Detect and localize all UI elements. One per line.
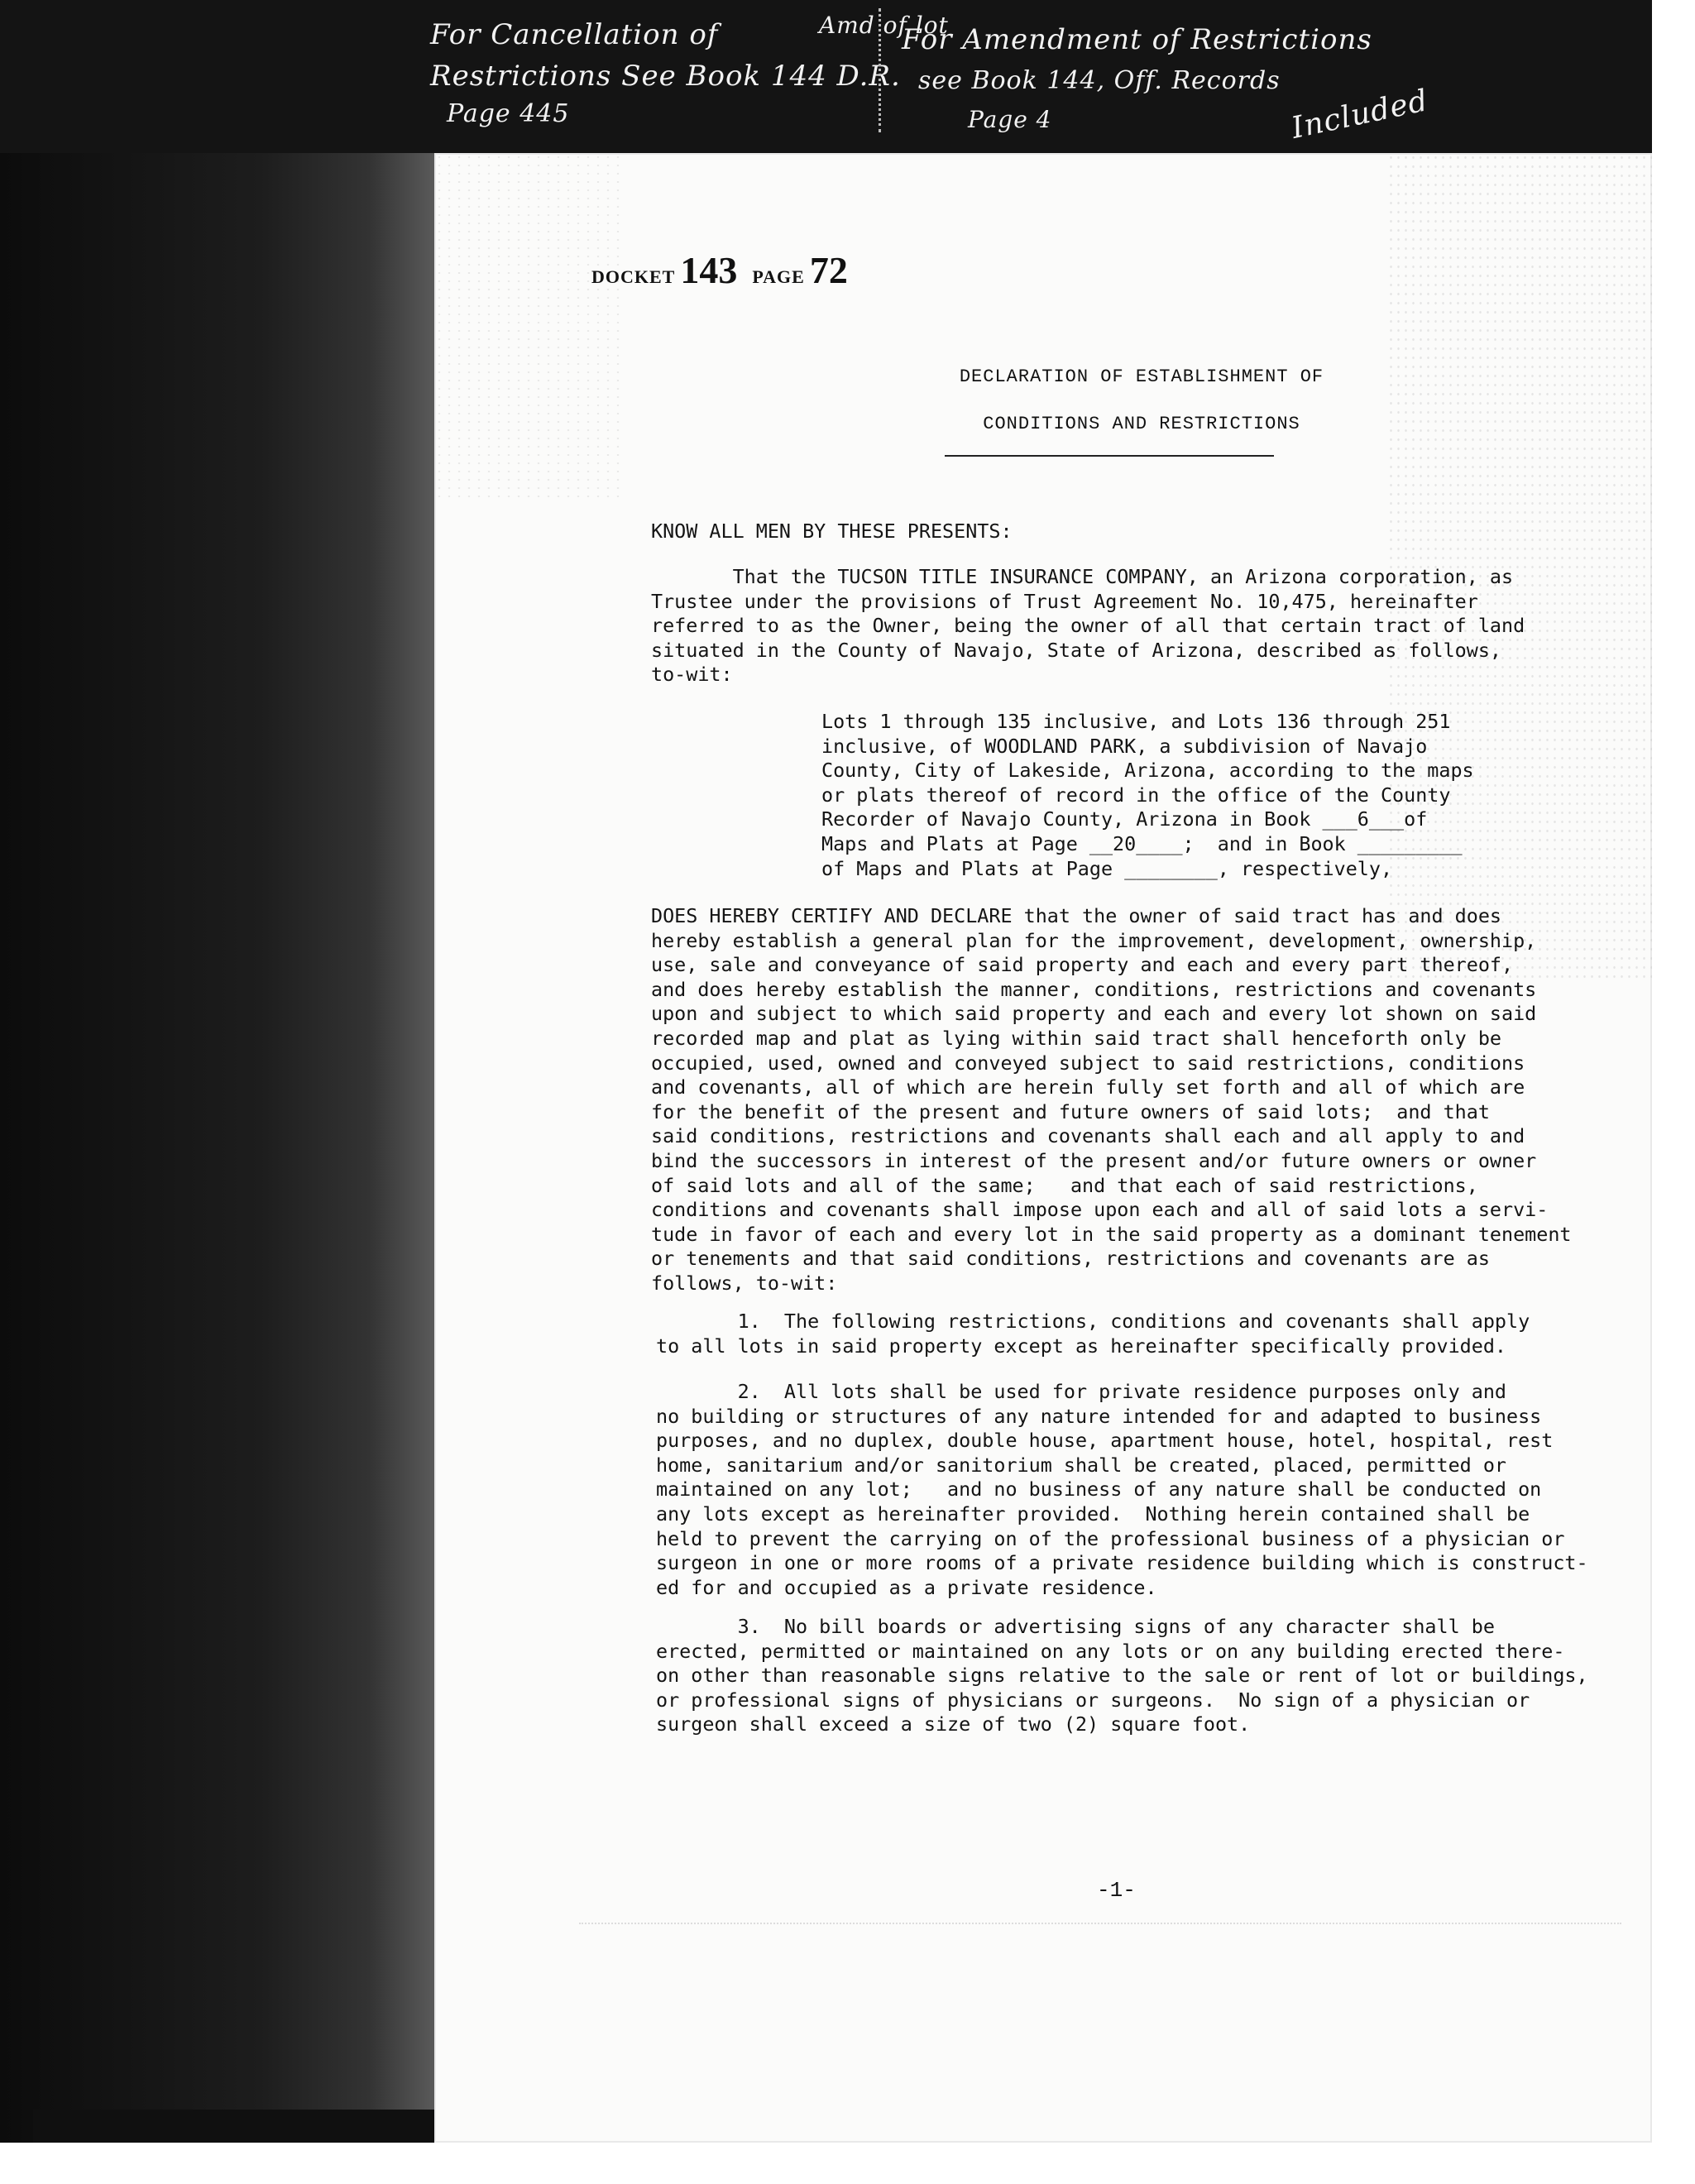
docket-page-label: PAGE bbox=[752, 266, 805, 287]
scan-noise-left bbox=[434, 153, 625, 500]
handwritten-amendment-line-3: Page 4 bbox=[968, 106, 1052, 133]
docket-stamp bbox=[591, 248, 863, 292]
handwritten-amendment-line-2: see Book 144, Off. Records bbox=[918, 66, 1281, 95]
docket-number: 143 bbox=[680, 249, 738, 291]
scan-border-bottom bbox=[0, 2143, 1695, 2184]
handwritten-cancellation-line-2: Restrictions See Book 144 D.R. bbox=[430, 60, 901, 93]
scan-border-right bbox=[1652, 0, 1695, 2184]
handwritten-cancellation-line-1: For Cancellation of bbox=[430, 18, 719, 51]
handwritten-amendment-line-1: For Amendment of Restrictions bbox=[902, 23, 1372, 56]
title-underline bbox=[945, 455, 1274, 457]
handwritten-included-note: Included bbox=[1288, 84, 1432, 146]
scan-border-left bbox=[0, 0, 434, 2184]
legal-description: Lots 1 through 135 inclusive, and Lots 136 through 251 inclusive, of WOODLAND PARK, a subdivision of Navajo County, City of Lakeside, Arizona, according to the maps or plats thereof of record in the office of the County Recorder of Navajo County, Arizona in Book ___6___of Maps and Plats at Page __20____; and in Book _________ of Maps and Plats at Page ________, respectively, bbox=[821, 710, 1474, 880]
document-title-line-1: DECLARATION OF ESTABLISHMENT OF bbox=[959, 366, 1324, 387]
docket-page-number: 72 bbox=[809, 249, 848, 291]
handwritten-mid-mark: Amd of lot bbox=[819, 12, 949, 39]
document-title-line-2: CONDITIONS AND RESTRICTIONS bbox=[983, 414, 1300, 434]
declaration-paragraph: DOES HEREBY CERTIFY AND DECLARE that the owner of said tract has and does hereby establish a general plan for the improvement, development, ownership, use, sale and conveyance of said property and each and every part thereof, and does hereby establish the manner, conditions, restrictions and covenants upon and subject to which said property and each and every lot shown on said recorded map and plat as lying within said tract shall henceforth only be occupied, used, owned and conveyed subject to said restrictions, conditions and covenants, all of which are herein fully set forth and all of which are for the benefit of the present and future owners of said lots; and that said conditions, restrictions and covenants shall each and all apply to and bind the successors in interest of the present and/or future owners or owner of said lots and all of the same; and that each of said restrictions, conditions and covenants shall impose upon each and all of said lots a servi- tude in favor of each and every lot in the said property as a dominant tenement or tenements and that said conditions, restrictions and covenants are as follows, to-wit: bbox=[651, 904, 1572, 1295]
restriction-item-1: 1. The following restrictions, conditions and covenants shall apply to all lots in said property except as hereinafter specifically provided. bbox=[656, 1310, 1530, 1358]
docket-label: DOCKET bbox=[591, 266, 676, 287]
intro-paragraph: That the TUCSON TITLE INSURANCE COMPANY, an Arizona corporation, as Trustee under the provisions of Trust Agreement No. 10,475, hereinafter referred to as the Owner, being the owner of all that certain tract of land situated in the County of Navajo, State of Arizona, described as follows, to-wit: bbox=[651, 565, 1525, 687]
restriction-item-3: 3. No bill boards or advertising signs of any character shall be erected, permitted or maintained on any lots or on any building erected there- on other than reasonable signs relative to the sale or rent of lot or buildings, or professional signs of physicians or surgeons. No sign of a physician or surgeon shall exceed a size of two (2) square foot. bbox=[656, 1615, 1588, 1736]
scan-artifact-line bbox=[579, 1923, 1621, 1924]
handwritten-cancellation-line-3: Page 445 bbox=[447, 99, 570, 128]
scan-border-bottom-left bbox=[33, 2110, 434, 2143]
handwritten-divider bbox=[879, 8, 883, 132]
page-number: -1- bbox=[1097, 1878, 1136, 1903]
salutation: KNOW ALL MEN BY THESE PRESENTS: bbox=[651, 520, 1013, 543]
restriction-item-2: 2. All lots shall be used for private residence purposes only and no building or structures of any nature intended for and adapted to business purposes, and no duplex, double house, apartment house, hotel, hospital, rest home, sanitarium and/or sanitorium shall be created, placed, permitted or maintained on any lot; and no business of any nature shall be conducted on any lots except as hereinafter provided. Nothing herein contained shall be held to prevent the carrying on of the professional business of a physician or surgeon in one or more rooms of a private residence building which is construct- ed for and occupied as a private residence. bbox=[656, 1380, 1588, 1599]
